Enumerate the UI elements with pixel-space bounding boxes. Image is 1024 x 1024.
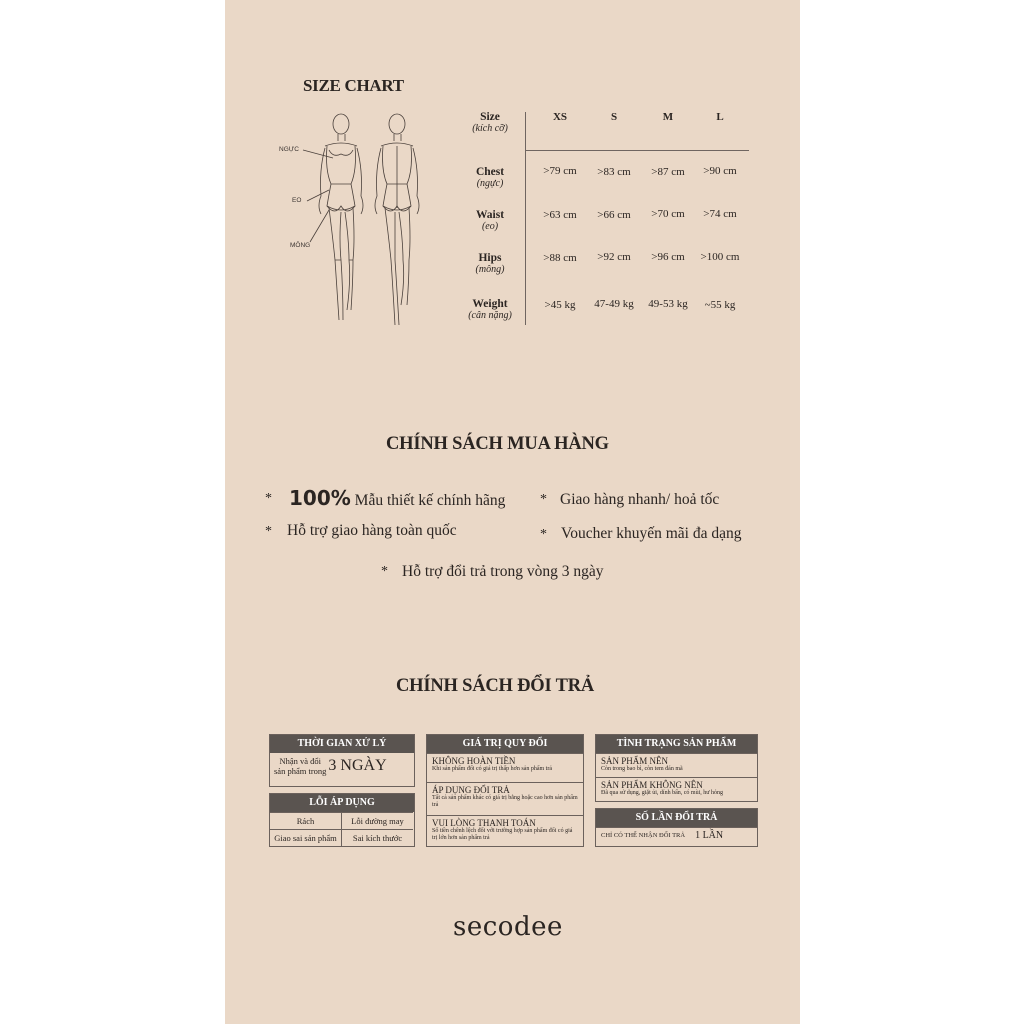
policy-text: Mẫu thiết kế chính hãng [350,492,506,509]
return-count-label: CHỈ CÓ THỂ NHẬN ĐỔI TRẢ [601,832,686,839]
table-cell: >96 cm [651,251,685,263]
processing-value: 3 NGÀY [328,757,387,774]
value-section-desc: Tất cả sản phẩm khác có giá trị bằng hoặc cao hơn sản phẩm trả [432,795,578,808]
row-label-sub: (cân nặng) [468,310,512,321]
processing-line: sản phẩm trong [274,766,327,776]
row-label: Hips [478,252,502,264]
row-label-sub: (eo) [481,221,499,232]
row-label-hips [450,252,530,275]
col-l: L [716,111,724,123]
condition-section-desc: Đã qua sử dụng, giặt ủi, dính bẩn, có mùi, hư hỏng [601,790,723,796]
row-label-sub: (mông) [475,264,505,275]
return-policy-title: CHÍNH SÁCH ĐỔI TRẢ [396,676,595,696]
table-cell: >83 cm [597,166,631,178]
row-label: Waist [475,209,505,221]
policy-item-fast-delivery: Giao hàng nhanh/ hoả tốc [560,491,720,508]
figure-label-chest: NGỰC [279,146,299,153]
row-label: Chest [475,166,505,178]
box-header: TÌNH TRẠNG SẢN PHẨM [596,735,757,753]
figure-label-waist: EO [292,197,302,204]
brand-logo: secodee [453,912,563,942]
table-cell: >87 cm [651,166,685,178]
table-cell: 47-49 kg [594,298,634,310]
size-header-sub: (kích cỡ) [472,123,508,134]
table-cell: >70 cm [651,208,685,220]
value-section-desc: Khi sản phẩm đổi có giá trị thấp hơn sản phẩm trả [432,766,552,772]
col-s: S [610,111,618,123]
processing-line: Nhận và đổi [279,756,321,766]
table-cell: >92 cm [597,251,631,263]
value-section-title: VUI LÒNG THANH TOÁN [432,818,536,828]
size-header-label: Size [480,111,500,123]
error-item: Lỗi đường may [342,812,413,829]
row-label-chest [450,166,530,189]
table-cell: >100 cm [700,251,740,263]
value-section-desc: Số tiền chênh lệch đối với trường hợp sản phẩm đổi có giá trị lớn hơn sản phẩm trả [432,828,573,841]
value-section-title: ÁP DỤNG ĐỔI TRẢ [432,785,510,795]
row-label-weight [450,298,530,321]
box-header: LỖI ÁP DỤNG [270,794,414,812]
value-section [427,753,583,782]
error-item: Giao sai sản phẩm [270,829,342,846]
return-count-box [595,808,758,847]
exchange-value-box [426,734,584,847]
figure-label-hips: MÔNG [290,242,311,249]
bullet: * [540,527,547,542]
bullet: * [381,564,388,579]
col-m: M [662,111,674,123]
bullet: * [265,491,272,506]
table-cell: >45 kg [544,299,576,311]
box-header: SỐ LẦN ĐỔI TRẢ [596,809,757,827]
box-header: GIÁ TRỊ QUY ĐỔI [427,735,583,753]
fashion-figure-illustration [295,110,430,332]
return-count-content [596,827,757,843]
col-xs: XS [552,111,568,123]
product-condition-box [595,734,758,802]
condition-section-title: SẢN PHẨM KHÔNG NÊN [601,780,703,790]
row-label-sub: (ngực) [476,178,504,189]
purchase-policy-title: CHÍNH SÁCH MUA HÀNG [386,434,609,454]
table-cell: >63 cm [543,209,577,221]
applicable-errors-box [269,793,415,847]
value-section-title: KHÔNG HOÀN TIỀN [432,756,516,766]
size-header [450,111,530,134]
table-cell: >88 cm [543,252,577,264]
table-cell: >79 cm [543,165,577,177]
table-cell: ~55 kg [704,299,736,311]
processing-content [270,753,414,779]
table-cell: >90 cm [703,165,737,177]
table-cell: >74 cm [703,208,737,220]
policy-item-authentic [289,486,505,510]
processing-label [274,756,326,776]
size-chart-title: SIZE CHART [303,76,404,95]
box-header: THỜI GIAN XỬ LÝ [270,735,414,753]
value-section [427,815,583,849]
error-item: Rách [270,812,342,829]
table-cell: 49-53 kg [648,298,688,310]
condition-section-title: SẢN PHẨM NÊN [601,756,669,766]
table-cell: >66 cm [597,209,631,221]
condition-section-desc: Còn trong bao bì, còn tem đán mã [601,766,683,772]
row-label: Weight [472,298,508,310]
value-section [427,782,583,815]
bullet: * [540,492,547,507]
policy-item-return: Hỗ trợ đổi trả trong vòng 3 ngày [402,563,604,580]
policy-item-voucher: Voucher khuyến mãi đa dạng [561,525,742,542]
condition-section [596,753,757,777]
error-item: Sai kích thước [342,829,413,846]
errors-grid [270,812,414,846]
row-label-waist [450,209,530,232]
condition-section [596,777,757,801]
policy-item-nationwide: Hỗ trợ giao hàng toàn quốc [287,522,457,539]
return-count-value: 1 LẦN [695,830,724,841]
processing-time-box [269,734,415,787]
percent-highlight: 100% [289,486,351,510]
bullet: * [265,524,272,539]
table-horizontal-divider [525,150,749,151]
